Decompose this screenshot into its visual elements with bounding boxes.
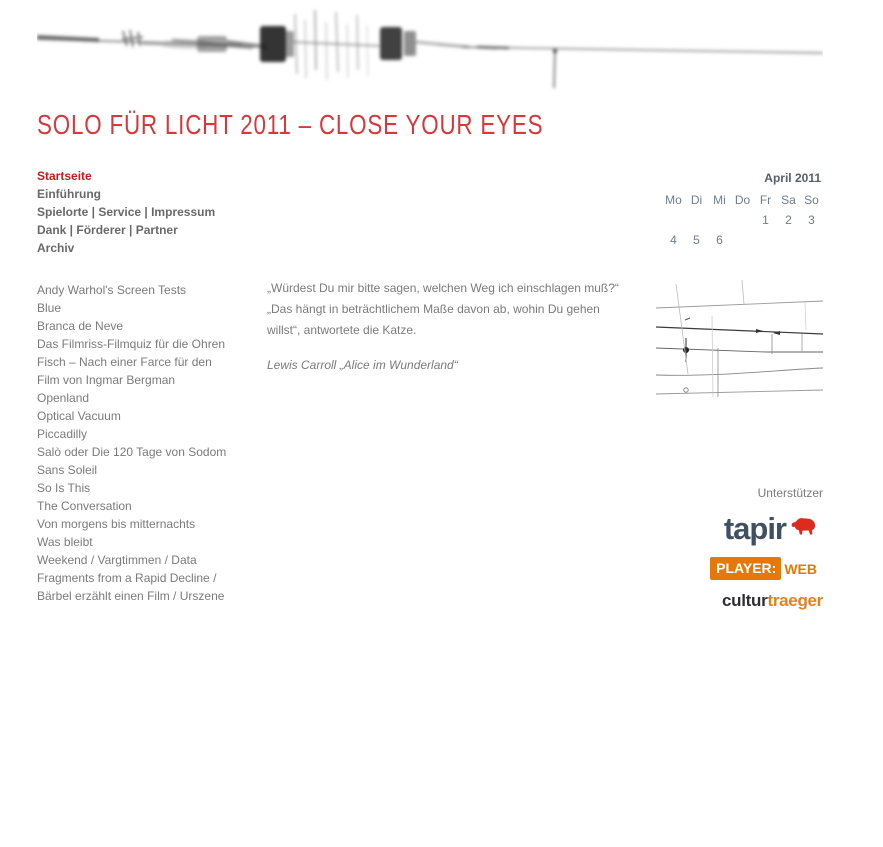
calendar-date-cell	[708, 210, 731, 230]
calendar-day-header: Do	[734, 193, 751, 207]
main-navigation	[37, 167, 215, 257]
tapir-logo-text: tapir	[723, 511, 786, 546]
film-list-item[interactable]: Was bleibt	[37, 535, 93, 549]
film-list-item[interactable]: Von morgens bis mitternachts	[37, 517, 196, 531]
culturtraeger-logo-orange: traeger	[767, 591, 823, 610]
film-sketch-image	[656, 278, 823, 397]
culturtraeger-logo-dark: cultur	[722, 591, 768, 610]
film-list-item[interactable]: So Is This	[37, 481, 91, 495]
film-list-item[interactable]: Piccadilly	[37, 427, 88, 441]
quote-block	[267, 278, 667, 376]
nav-item-archiv[interactable]: Archiv	[37, 241, 75, 255]
quote-text: „Würdest Du mir bitte sagen, welchen Weg ich einschlagen muß?“	[267, 281, 619, 295]
calendar-date-cell[interactable]: 4	[670, 233, 677, 247]
film-list-item[interactable]: Sans Soleil	[37, 463, 98, 477]
playerweb-logo[interactable]	[710, 557, 817, 580]
playerweb-logo-suffix: WEB	[784, 560, 817, 577]
calendar-date-cell[interactable]: 1	[762, 213, 769, 227]
calendar-date-cell[interactable]: 5	[693, 233, 700, 247]
calendar-date-cell	[800, 230, 823, 250]
film-list-item[interactable]: Fisch – Nach einer Farce für den Film von Ingmar Bergman	[37, 355, 212, 387]
quote-text: willst“, antwortete die Katze.	[267, 323, 417, 337]
culturtraeger-logo[interactable]	[722, 591, 823, 611]
calendar-date-cell	[685, 210, 708, 230]
nav-item-dank-foerderer-partner[interactable]: Dank | Förderer | Partner	[37, 223, 178, 237]
playerweb-logo-box: PLAYER:	[710, 557, 781, 580]
calendar-day-header: Fr	[759, 193, 772, 207]
nav-item-einfuehrung[interactable]: Einführung	[37, 187, 101, 201]
film-list-item[interactable]: Andy Warhol's Screen Tests	[37, 283, 187, 297]
film-list-item[interactable]: Openland	[37, 391, 90, 405]
header-filmstrip-image	[37, 0, 823, 95]
film-list-item[interactable]: Salò oder Die 120 Tage von Sodom	[37, 445, 227, 459]
calendar-date-cell[interactable]: 6	[716, 233, 723, 247]
film-list	[37, 281, 237, 605]
calendar-day-header: Mo	[665, 193, 682, 207]
calendar-table	[662, 190, 823, 250]
film-list-item[interactable]: Das Filmriss-Filmquiz für die Ohren	[37, 337, 226, 351]
film-list-item[interactable]: The Conversation	[37, 499, 132, 513]
supporters-heading: Unterstützer	[757, 486, 823, 500]
film-list-item[interactable]: Blue	[37, 301, 62, 315]
calendar-day-header: Di	[690, 193, 703, 207]
calendar-day-header: Sa	[781, 193, 796, 207]
calendar-widget	[646, 170, 823, 250]
quote-text: „Das hängt in beträchtlichem Maße davon ab, wohin Du gehen	[267, 302, 600, 316]
page-title: SOLO FÜR LICHT 2011 – CLOSE YOUR EYES	[37, 109, 544, 140]
tapir-logo[interactable]	[724, 513, 817, 544]
calendar-date-cell[interactable]: 2	[785, 213, 792, 227]
calendar-date-cell	[731, 230, 754, 250]
film-list-item[interactable]: Branca de Neve	[37, 319, 124, 333]
calendar-day-header: Mi	[713, 193, 726, 207]
calendar-day-header: So	[804, 193, 819, 207]
tapir-animal-icon	[791, 515, 817, 542]
film-list-item[interactable]: Weekend / Vargtimmen / Data Fragments from a Rapid Decline / Bärbel erzählt einen Film / Urszene	[37, 553, 225, 603]
calendar-date-cell	[777, 230, 800, 250]
calendar-date-cell[interactable]: 3	[808, 213, 815, 227]
film-list-item[interactable]: Optical Vacuum	[37, 409, 121, 423]
quote-attribution: Lewis Carroll „Alice im Wunderland“	[267, 358, 458, 372]
calendar-month-title: April 2011	[764, 171, 821, 185]
calendar-date-cell	[731, 210, 754, 230]
nav-item-spielorte-service-impressum[interactable]: Spielorte | Service | Impressum	[37, 205, 216, 219]
calendar-date-cell	[754, 230, 777, 250]
nav-item-startseite[interactable]: Startseite	[37, 169, 92, 183]
calendar-date-cell	[662, 210, 685, 230]
